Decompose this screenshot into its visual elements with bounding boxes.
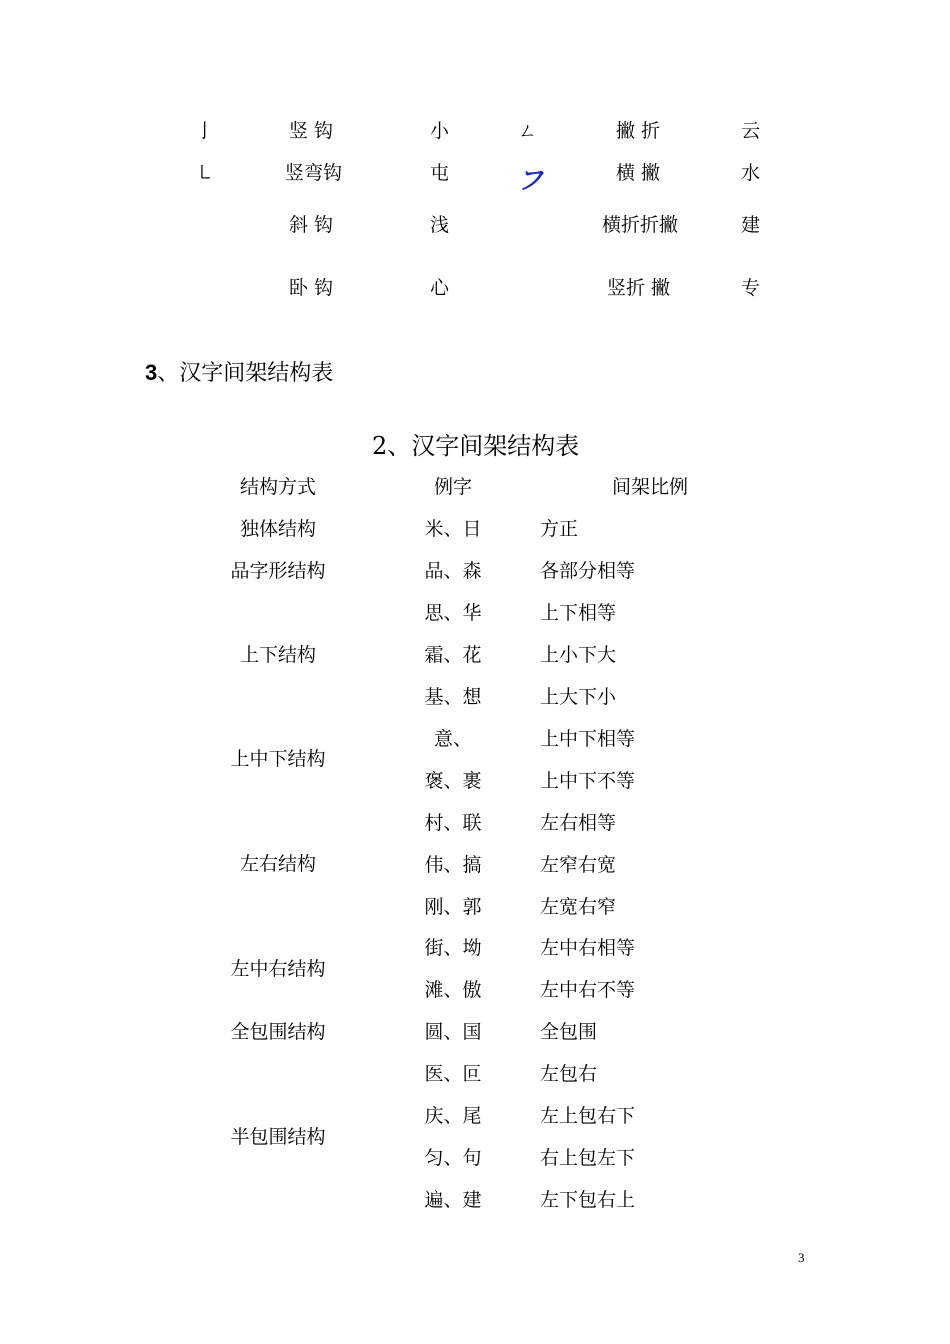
example-chars: 街、坳 [424,937,482,959]
ratio-text: 左中右相等 [540,937,636,959]
stroke-example: 小 [430,120,450,142]
example-chars: 品、森 [424,560,482,582]
stroke-example: 专 [741,277,761,299]
section-heading [145,356,333,387]
ratio-text: 右上包左下 [540,1147,636,1169]
example-chars: 圆、国 [424,1021,482,1043]
stroke-example: 云 [741,120,761,142]
stroke-name: 竖折 撇 [607,277,671,299]
ratio-text: 上大下小 [540,686,617,708]
stroke-example: 水 [741,162,761,184]
example-chars: 遍、建 [424,1189,482,1211]
section-heading-text: 、汉字间架结构表 [157,361,334,386]
example-chars: 伟、搞 [424,854,482,876]
ratio-text: 方正 [540,518,579,540]
stroke-glyph: ㇄ [195,162,215,184]
example-chars: 霜、花 [424,644,482,666]
header-structure: 结构方式 [239,476,316,498]
ratio-text: 上中下不等 [540,770,636,792]
ratio-text: 左宽右窄 [540,896,617,918]
example-chars: 褒、裹 [424,770,482,792]
stroke-example: 心 [430,277,450,299]
structure-type: 左中右结构 [230,958,326,980]
example-chars: 基、想 [424,686,482,708]
stroke-name: 撇 折 [616,120,661,142]
ratio-text: 左上包右下 [540,1105,636,1127]
example-chars: 匀、句 [424,1147,482,1169]
structure-type: 半包围结构 [230,1126,326,1148]
example-chars: 滩、傲 [424,979,482,1001]
stroke-glyph: 亅 [195,120,215,142]
stroke-example: 建 [741,214,761,236]
stroke-glyph: フ [517,166,544,196]
example-chars: 刚、郭 [424,896,482,918]
ratio-text: 全包围 [540,1021,598,1043]
stroke-example: 屯 [430,162,450,184]
section-number: 3 [145,360,158,385]
structure-type: 左右结构 [239,853,316,875]
stroke-name: 卧 钩 [289,277,334,299]
structure-type: 全包围结构 [230,1021,326,1043]
structure-type: 独体结构 [239,518,316,540]
stroke-name: 竖弯钩 [285,162,343,184]
example-chars: 意、 [433,728,472,750]
stroke-example: 浅 [430,214,450,236]
example-chars: 医、叵 [424,1063,482,1085]
ratio-text: 左窄右宽 [540,854,617,876]
table-title: 2、汉字间架结构表 [372,432,580,460]
example-chars: 村、联 [424,812,482,834]
header-ratio: 间架比例 [612,476,689,498]
stroke-name: 横折折撇 [602,214,679,236]
stroke-glyph: ㄥ [518,120,538,142]
structure-type: 品字形结构 [230,560,326,582]
ratio-text: 左包右 [540,1063,598,1085]
ratio-text: 左下包右上 [540,1189,636,1211]
page-number: 3 [798,1250,805,1265]
ratio-text: 各部分相等 [540,560,636,582]
stroke-name: 斜 钩 [289,214,334,236]
stroke-name: 竖 钩 [289,120,334,142]
ratio-text: 上小下大 [540,644,617,666]
example-chars: 米、日 [424,518,482,540]
example-chars: 庆、尾 [424,1105,482,1127]
ratio-text: 左右相等 [540,812,617,834]
example-chars: 思、华 [424,602,482,624]
structure-type: 上中下结构 [230,748,326,770]
ratio-text: 上下相等 [540,602,617,624]
header-example: 例字 [433,476,472,498]
ratio-text: 左中右不等 [540,979,636,1001]
stroke-name: 横 撇 [616,162,661,184]
ratio-text: 上中下相等 [540,728,636,750]
structure-type: 上下结构 [239,644,316,666]
